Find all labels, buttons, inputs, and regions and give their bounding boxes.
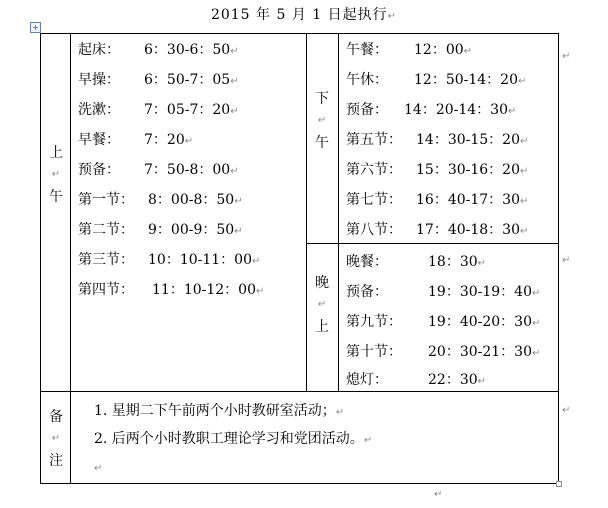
row-end-mark-icon: ↵ [562,255,571,266]
schedule-row: 早餐： 7：20↵ [78,132,194,148]
schedule-row: 第八节： 17：40-18：30↵ [346,222,529,238]
schedule-row: 午餐： 12：00↵ [346,42,473,58]
schedule-row: 熄灯： 22：30↵ [346,372,487,388]
schedule-row: 午休： 12：50-14：20↵ [346,72,527,88]
afternoon-evening-divider [306,243,558,244]
notes-label: 备 ↵ 注 [45,409,67,469]
schedule-row: 起床： 6：30-6：50↵ [78,42,239,58]
paragraph-mark-icon: ↵ [94,463,103,474]
schedule-row: 第十节： 20：30-21：30↵ [346,344,541,360]
paragraph-mark-icon: ↵ [51,433,61,444]
schedule-row: 第二节： 9：00-9：50↵ [78,222,243,238]
schedule-row: 第六节： 15：30-16：20↵ [346,162,529,178]
schedule-table [40,33,571,483]
table-resize-handle-icon[interactable] [556,481,562,487]
schedule-row: 早操： 6：50-7：05↵ [78,72,239,88]
schedule-row: 第七节： 16：40-17：30↵ [346,192,529,208]
schedule-row: 第三节： 10：10-11：00↵ [78,252,261,268]
schedule-row: 预备： 14：20-14：30↵ [346,102,517,118]
schedule-row: 第五节： 14：30-15：20↵ [346,132,529,148]
schedule-row: 预备： 7：50-8：00↵ [78,162,239,178]
schedule-row: 洗漱： 7：05-7：20↵ [78,102,239,118]
document-title [0,4,608,24]
middle-divider [306,33,307,391]
paragraph-mark-icon: ↵ [387,11,398,22]
note-line: 1. 星期二下午前两个小时教研室活动；↵ [94,403,345,419]
table-border-right [558,33,559,483]
afternoon-label: 下 ↵ 午 [311,91,333,151]
table-move-handle-icon[interactable]: + [30,22,41,33]
schedule-row: 第四节： 11：10-12：00↵ [78,282,265,298]
right-label-divider [338,33,339,391]
paragraph-mark-icon: ↵ [434,489,443,500]
row-end-mark-icon: ↵ [562,51,571,62]
paragraph-mark-icon: ↵ [51,169,61,180]
title-text: 2015 年 5 月 1 日起执行 [210,7,388,23]
paragraph-mark-icon: ↵ [317,299,327,310]
table-border-top [40,33,558,34]
note-line: 2. 后两个小时教职工理论学习和党团活动。↵ [94,431,373,447]
table-border-bottom [40,483,559,484]
label-column-divider [70,33,71,483]
paragraph-mark-icon: ↵ [317,115,327,126]
table-border-left [40,33,41,483]
morning-label: 上 ↵ 午 [45,145,67,205]
evening-label: 晚 ↵ 上 [311,275,333,335]
schedule-row: 预备： 19：30-19：40↵ [346,284,541,300]
row-end-mark-icon: ↵ [562,405,571,416]
schedule-row: 第九节： 19：40-20：30↵ [346,314,541,330]
schedule-row: 晚餐： 18：30↵ [346,254,487,270]
schedule-row: 第一节： 8：00-8：50↵ [78,192,243,208]
